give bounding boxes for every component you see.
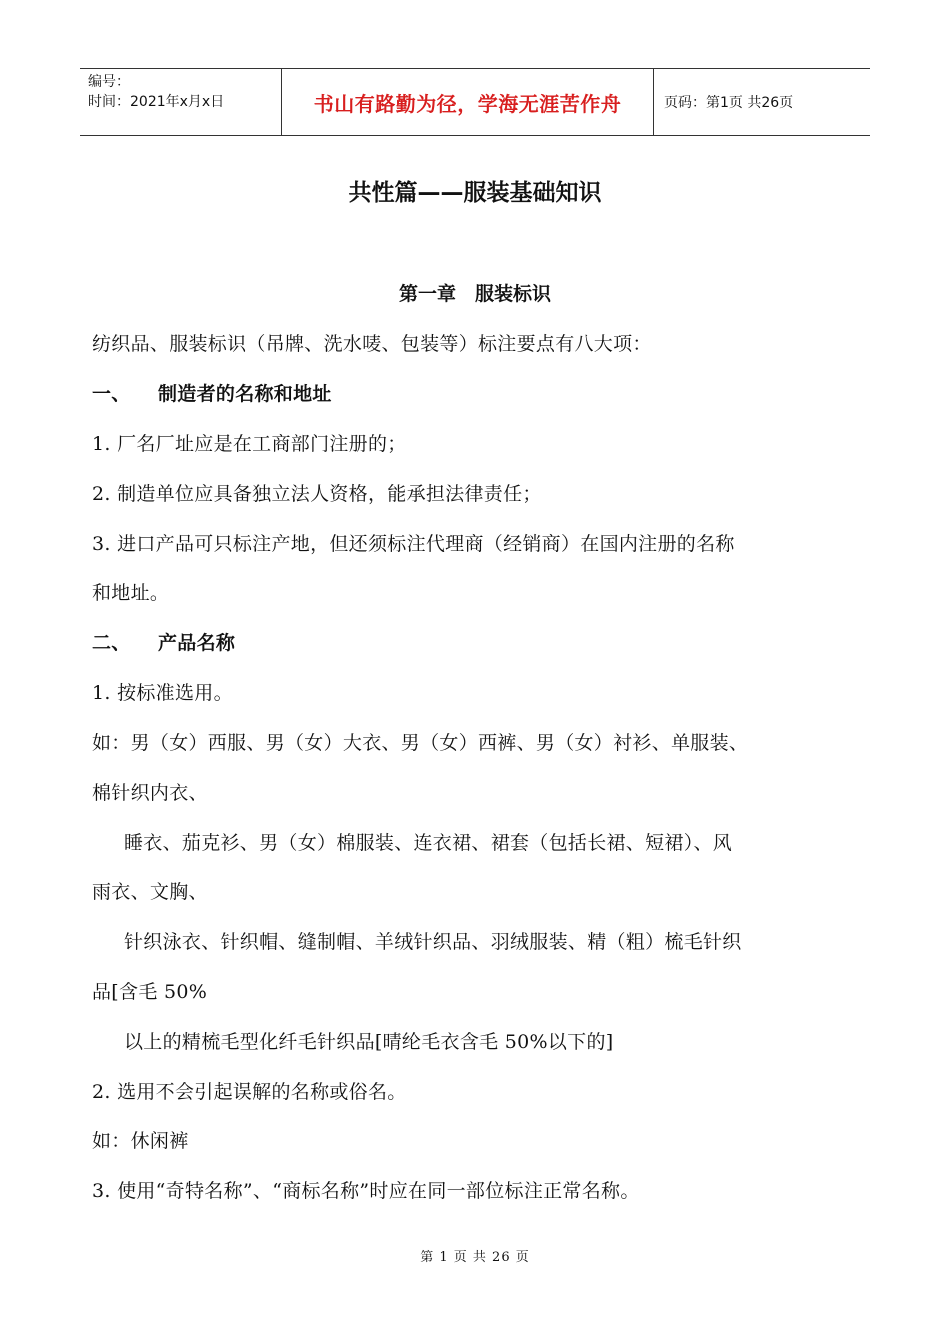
- date-label: 时间：2021年x月x日: [88, 94, 225, 110]
- number-label: 编号：: [88, 74, 130, 90]
- paragraph-line: 2. 选用不会引起误解的名称或俗名。: [92, 1081, 407, 1103]
- list-item: 2. 制造单位应具备独立法人资格，能承担法律责任；: [92, 483, 542, 505]
- paragraph-line: 3. 使用“奇特名称”、“商标名称”时应在同一部位标注正常名称。: [92, 1180, 640, 1202]
- chapter-heading: 第一章 服装标识: [398, 283, 551, 305]
- section-number: 二、: [92, 632, 131, 654]
- paragraph-line: 睡衣、茄克衫、男（女）棉服装、连衣裙、裙套（包括长裙、短裙）、风: [124, 832, 733, 854]
- paragraph-line: 1. 按标准选用。: [92, 682, 233, 704]
- list-item: 和地址。: [92, 582, 170, 604]
- paragraph-line: 以上的精梳毛型化纤毛针织品[晴纶毛衣含毛 50%以下的]: [124, 1031, 614, 1053]
- section-title: 产品名称: [158, 632, 236, 654]
- header-table: [80, 68, 870, 136]
- paragraph-line: 雨衣、文胸、: [92, 881, 208, 903]
- section-heading: [92, 628, 235, 655]
- paragraph-line: 如：男（女）西服、男（女）大衣、男（女）西裤、男（女）衬衫、单服装、: [92, 732, 749, 754]
- header-meta: [80, 69, 282, 135]
- section-heading: [92, 379, 332, 406]
- list-item: 1. 厂名厂址应是在工商部门注册的；: [92, 433, 407, 455]
- document-title: 共性篇——服装基础知识: [348, 180, 602, 206]
- list-item: 3. 进口产品可只标注产地，但还须标注代理商（经销商）在国内注册的名称: [92, 533, 735, 555]
- section-number: 一、: [92, 383, 131, 405]
- intro-paragraph: 纺织品、服装标识（吊牌、洗水唛、包装等）标注要点有八大项：: [92, 333, 652, 355]
- paragraph-line: 针织泳衣、针织帽、缝制帽、羊绒针织品、羽绒服装、精（粗）梳毛针织: [124, 931, 742, 953]
- paragraph-line: 如：休闲裤: [92, 1130, 189, 1152]
- paragraph-line: 棉针织内衣、: [92, 782, 208, 804]
- page-footer: 第 1 页 共 26 页: [420, 1250, 530, 1265]
- header-page-info: 页码：第1页 共26页: [664, 95, 794, 111]
- section-title: 制造者的名称和地址: [158, 383, 332, 405]
- paragraph-line: 品[含毛 50%: [92, 981, 208, 1003]
- header-motto: 书山有路勤为径，学海无涯苦作舟: [282, 69, 654, 135]
